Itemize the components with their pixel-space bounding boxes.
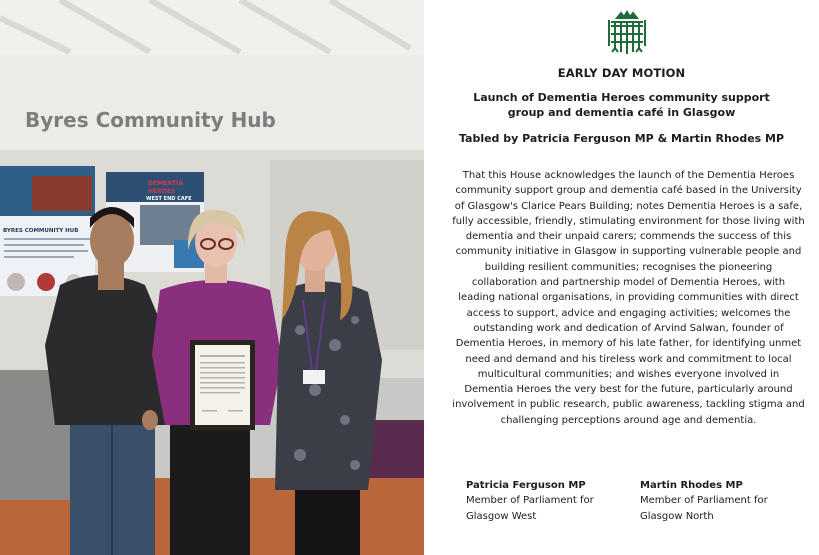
signatory-role: Member of Parliament for Glasgow North bbox=[640, 495, 768, 522]
edm-header: EARLY DAY MOTION bbox=[557, 66, 686, 80]
motion-panel bbox=[424, 0, 819, 555]
poster-right-line3: WEST END CAFE bbox=[146, 196, 192, 202]
motion-body: That this House acknowledges the launch of the Dementia Heroes community support group and dementia café based in the University of Glasgow's Clarice Pears Building; notes Dementia Heroes is a safe, fully accessible, friendly, stimulating environment for those living with dementia and their unpaid carers; commends the success of this community initiative in Glasgow in supporting vulnerable people and building resilient communities; recognises the pioneering collaboration and partnership model of Dementia Heroes, with leading national organisations, in providing communities with direct access to support, advice and engaging activities; welcomes the outstanding work and dedication of Arvind Salwan, founder of Dementia Heroes, in memory of his late father, for identifying unmet need and demand and his tireless work and commitment to local multicultural communities; and wishes everyone involved in Dementia Heroes the very best for the future, particularly around involvement in public research, public awareness, tackling stigma and challenging perceptions around age and dementia. bbox=[452, 170, 805, 426]
signatory-1 bbox=[466, 478, 616, 524]
hub-sign: Byres Community Hub bbox=[25, 108, 276, 132]
tabled-by: Tabled by Patricia Ferguson MP & Martin Rhodes MP bbox=[458, 132, 785, 145]
poster-right-line2: HEROES bbox=[148, 188, 176, 195]
signatory-name: Martin Rhodes MP bbox=[640, 480, 743, 491]
signatory-name: Patricia Ferguson MP bbox=[466, 480, 586, 491]
poster-right-line1: DEMENTIA bbox=[148, 180, 184, 187]
signatory-2 bbox=[640, 478, 790, 524]
portcullis-icon bbox=[607, 10, 647, 56]
motion-title: Launch of Dementia Heroes community support group and dementia café in Glasgow bbox=[473, 91, 770, 119]
signatory-role: Member of Parliament for Glasgow West bbox=[466, 495, 594, 522]
poster-left-heading: BYRES COMMUNITY HUB bbox=[3, 228, 79, 234]
poster-left bbox=[0, 166, 95, 296]
